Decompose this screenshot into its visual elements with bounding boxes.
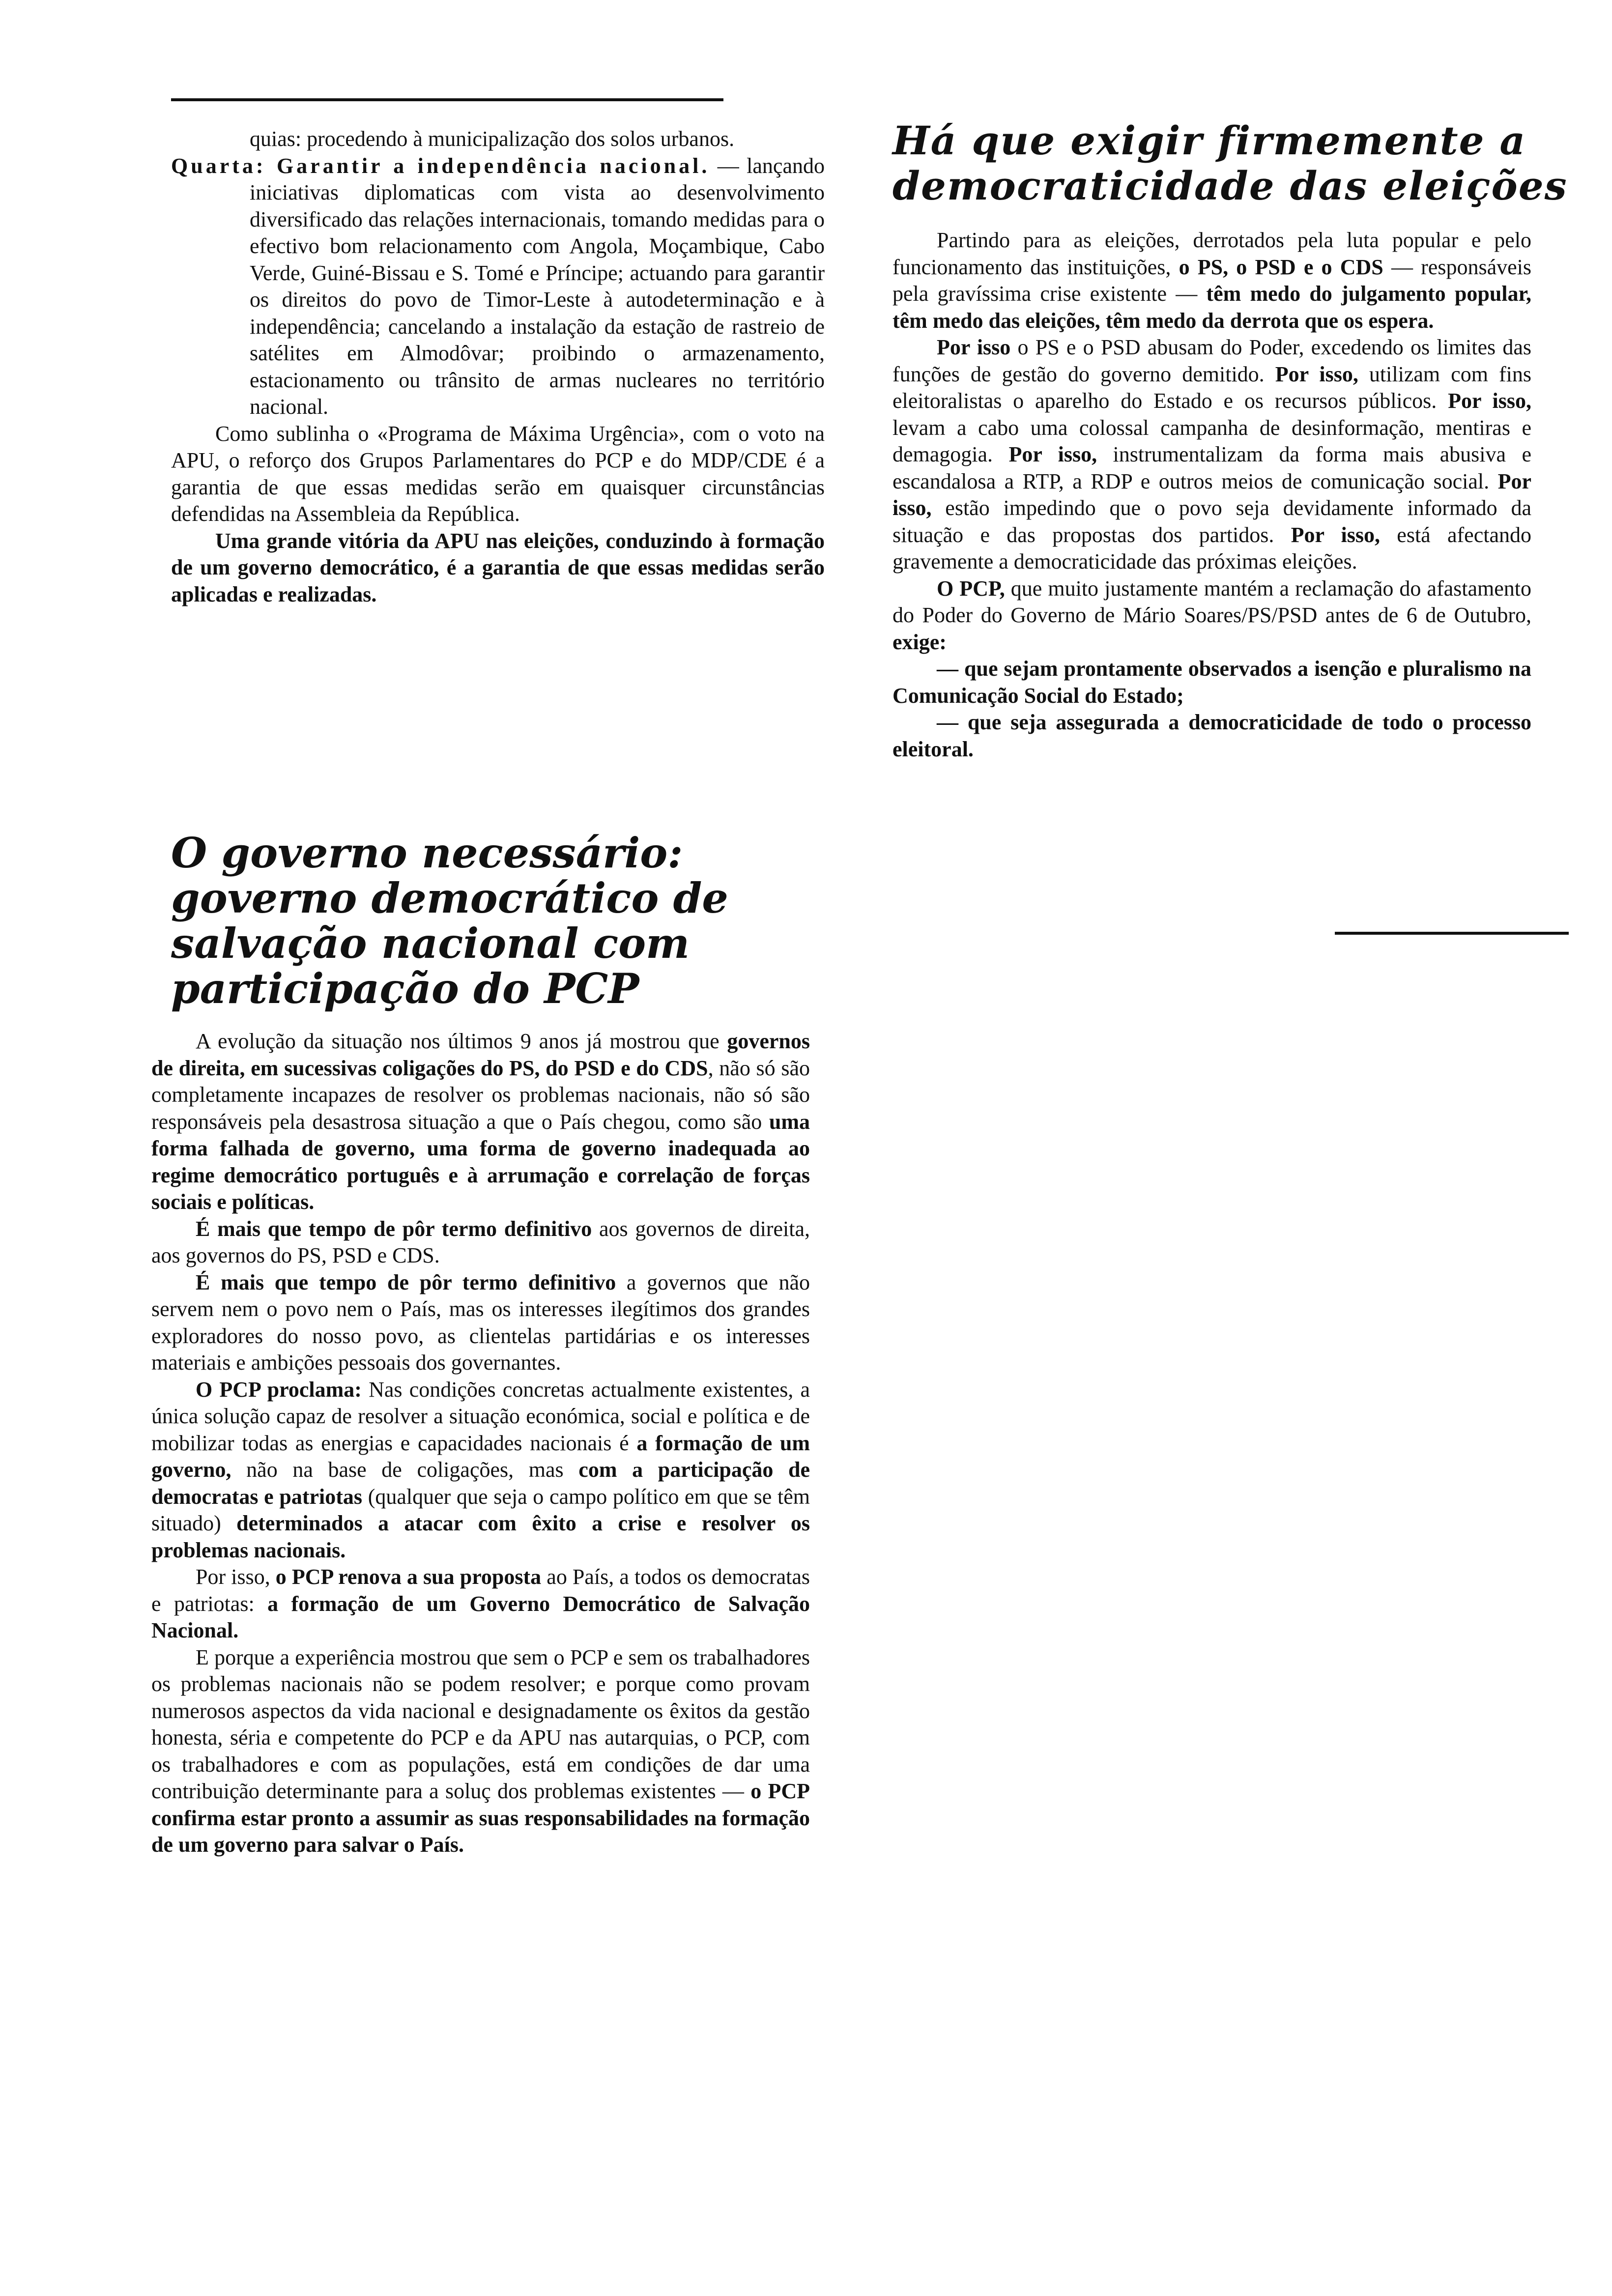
bold-run: determinados a atacar com êxito a crise e resolver os problemas nacionais. — [151, 1511, 810, 1562]
paragraph-democraticidade: — que seja assegurada a democraticidade de todo o processo eleitoral. — [892, 710, 1531, 761]
bold-run: Por isso, — [892, 469, 1531, 520]
right-section-title: Há que exigir firmemente a democraticidade das eleições — [892, 117, 1568, 209]
bold-run: Por isso, — [1448, 389, 1531, 413]
paragraph-evolucao — [151, 1028, 810, 1216]
text-run: não na base de coligações, mas — [231, 1458, 579, 1482]
paragraph-partindo — [892, 227, 1531, 334]
bold-run: a formação de um Governo Democrático de Salvação Nacional. — [151, 1591, 810, 1642]
bold-run: Por isso, — [1008, 442, 1097, 466]
bold-run: uma forma falhada de governo, uma forma de governo inadequada ao regime democrático português e à arrumação e correlação de forças sociais e políticas. — [151, 1109, 810, 1214]
right-main-column — [892, 227, 1531, 763]
bold-run: exige: — [892, 630, 947, 654]
bold-run: com a participação de democratas e patriotas — [151, 1458, 810, 1509]
text-run: , não só são completamente incapazes de resolver os problemas nacionais, não só são responsáveis pela desastrosa situação a que o País chegou, como são — [151, 1056, 810, 1134]
text-run: ao País, a todos os democratas e patriotas: — [151, 1565, 810, 1616]
bold-run: O PCP proclama: — [196, 1377, 362, 1402]
paragraph-quarta — [171, 153, 825, 421]
paragraph-tempo-2 — [151, 1269, 810, 1377]
bold-run: o PCP confirma estar pronto a assumir as suas responsabilidades na formação de um governo para salvar o País. — [151, 1779, 810, 1857]
text-run: utilizam com fins eleitoralistas o aparelho do Estado e os recursos públicos. — [892, 362, 1531, 413]
text-run: estão impedindo que o povo seja devidamente informado da situação e das propostas dos partidos. — [892, 496, 1531, 547]
paragraph-grande-vitoria: Uma grande vitória da APU nas eleições, conduzindo à formação de um governo democrático, é a garantia de que essas medidas serão aplicadas e realizadas. — [171, 528, 825, 606]
left-section-title: O governo necessário: governo democrático de salvação nacional com participação do PCP — [171, 829, 728, 1013]
bold-run: a formação de um governo, — [151, 1431, 810, 1482]
bold-run: Por isso — [937, 335, 1011, 359]
paragraph-programa: Como sublinha o «Programa de Máxima Urgência», com o voto na APU, o reforço dos Grupos Parlamentares do PCP e do MDP/CDE é a garantia de que essas medidas serão em quaisquer circunstâncias defendidas na Assembleia da República. — [171, 421, 825, 526]
text-run: levam a cabo uma colossal campanha de desinformação, mentiras e demagogia. — [892, 415, 1531, 466]
bold-run: É mais que tempo de pôr termo definitivo — [196, 1270, 616, 1294]
text-run: Por isso, — [196, 1565, 276, 1589]
bold-run: Por isso, — [1275, 362, 1358, 386]
bold-run: Por isso, — [1291, 522, 1380, 547]
bold-run: o PS, o PSD e o CDS — [1179, 255, 1383, 279]
bold-run: o PCP renova a sua proposta — [275, 1565, 542, 1589]
bold-run: O PCP, — [937, 576, 1005, 601]
paragraph-experiencia — [151, 1644, 810, 1859]
text-run: — responsáveis pela gravíssima crise existente — — [892, 255, 1531, 306]
text-run: (qualquer que seja o campo político em que se têm situado) — [151, 1484, 810, 1535]
quarta-label: Quarta: Garantir a independência nacional. — [171, 153, 710, 178]
left-top-column — [171, 126, 825, 608]
text-run: Partindo para as eleições, derrotados pela luta popular e pelo funcionamento das instituições, — [892, 228, 1531, 279]
paragraph-urbanos: quias: procedendo à municipalização dos solos urbanos. — [250, 127, 735, 151]
text-run: Nas condições concretas actualmente existentes, a única solução capaz de resolver a situação económica, social e política e de mobilizar todas as energias e capacidades nacionais é — [151, 1377, 810, 1455]
paragraph-tempo-1 — [151, 1216, 810, 1269]
bold-run: É mais que tempo de pôr termo definitivo — [196, 1216, 592, 1241]
bold-run: têm medo do julgamento popular, têm medo das eleições, têm medo da derrota que os espera. — [892, 282, 1531, 333]
text-run: o PS e o PSD abusam do Poder, excedendo os limites das funções de gestão do governo demitido. — [892, 335, 1531, 386]
text-run: que muito justamente mantém a reclamação do afastamento do Poder do Governo de Mário Soares/PS/PSD antes de 6 de Outubro, — [892, 576, 1532, 627]
paragraph-abuso-poder — [892, 334, 1531, 575]
text-run: está afectando gravemente a democraticidade das próximas eleições. — [892, 522, 1531, 574]
paragraph-pcp-exige — [892, 575, 1531, 656]
bold-run: governos de direita, em sucessivas coligações do PS, do PSD e do CDS — [151, 1029, 810, 1080]
right-end-rule — [1335, 932, 1569, 935]
paragraph-por-isso — [151, 1564, 810, 1644]
text-run: instrumentalizam da forma mais abusiva e escandalosa a RTP, a RDP e outros meios de comunicação social. — [892, 442, 1531, 493]
quarta-body: — lançando iniciativas diplomaticas com vista ao desenvolvimento diversificado das relações internacionais, tomando medidas para o efectivo bom relacionamento com Angola, Moçambique, Cabo Verde, Guiné-Bissau e S. Tomé e Príncipe; actuando para garantir os direitos do povo de Timor-Leste à autodeterminação e à independência; cancelando a instalação da estação de rastreio de satélites em Almodôvar; proibindo o armazenamento, estacionamento ou trânsito de armas nucleares no território nacional. — [250, 153, 825, 419]
top-left-rule — [171, 98, 723, 101]
text-run: a governos que não servem nem o povo nem o País, mas os interesses ilegítimos dos grandes exploradores do nosso povo, as clientelas partidárias e os interesses materiais e ambições pessoais dos governantes. — [151, 1270, 810, 1375]
left-main-column — [151, 1028, 810, 1859]
text-run: aos governos de direita, aos governos do PS, PSD e CDS. — [151, 1216, 810, 1267]
text-run: E porque a experiência mostrou que sem o PCP e sem os trabalhadores os problemas nacionais não se podem resolver; e porque como provam numerosos aspectos da vida nacional e designadamente os êxitos da gestão honesta, séria e competente do PCP e da APU nas autarquias, o PCP, com os trabalhadores e com as populações, está em condições de dar uma contribuição determinante para a soluç dos problemas existentes — — [151, 1645, 810, 1803]
paragraph-proclama — [151, 1377, 810, 1564]
text-run: A evolução da situação nos últimos 9 anos já mostrou que — [196, 1029, 727, 1053]
paragraph-isencao: — que sejam prontamente observados a isenção e pluralismo na Comunicação Social do Estado; — [892, 657, 1531, 708]
